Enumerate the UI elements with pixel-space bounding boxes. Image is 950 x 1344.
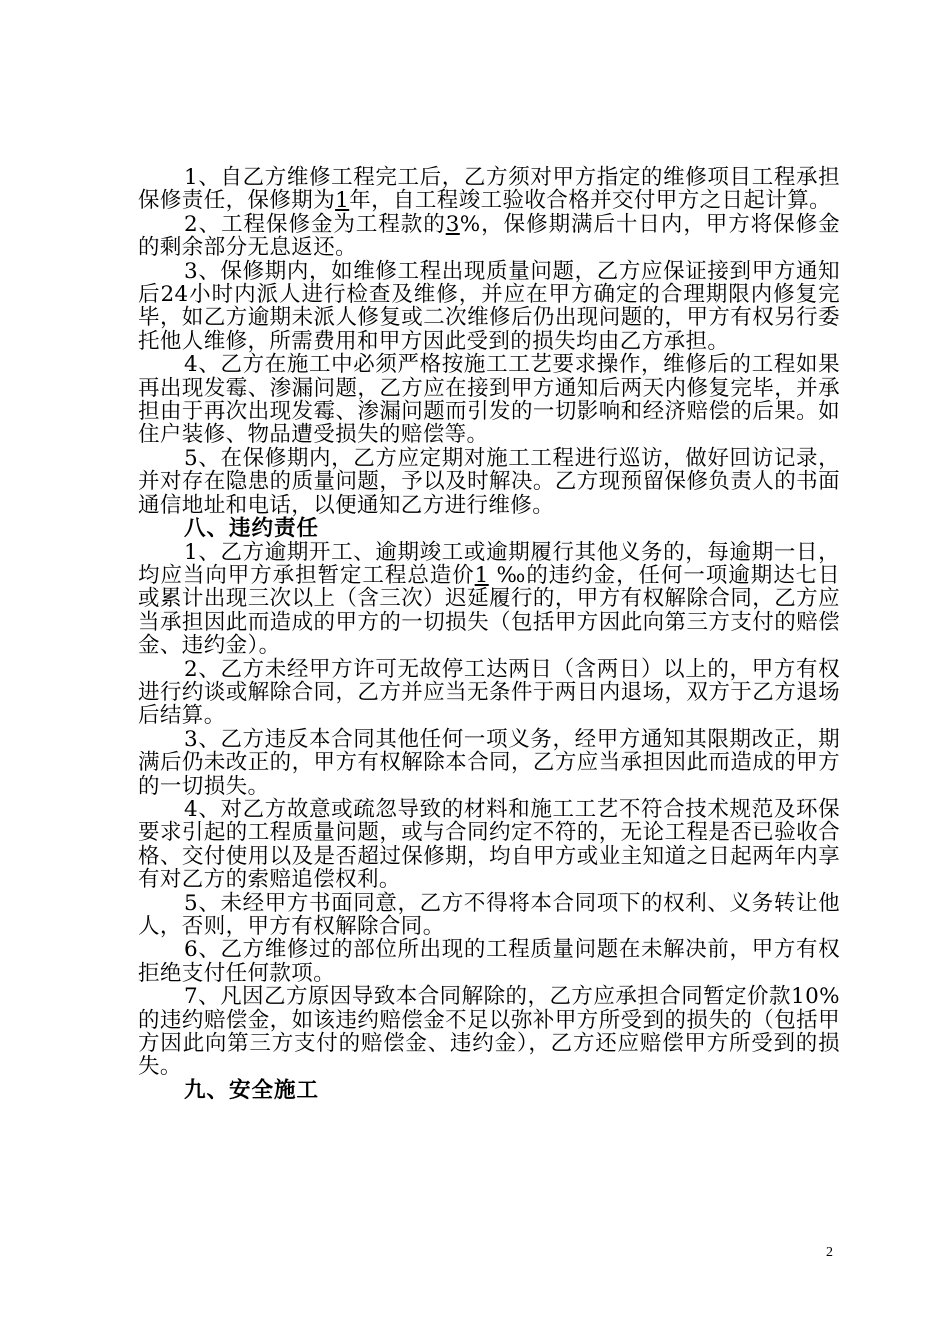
- text-run: 年，自工程竣工验收合格并交付甲方之日起计算。: [349, 188, 832, 214]
- text-run: 4、乙方在施工中必须严格按施工工艺要求操作，维修后的工程如果再出现发霉、渗漏问题，乙方应在接到甲方通知后两天内修复完毕，并承担由于再次出现发霉、渗漏问题而引发的一切影响和经济赔偿的后果。如住户装修、物品遭受损失的赔偿等。: [138, 352, 840, 448]
- text-run: 2、工程保修金为工程款的: [184, 211, 446, 237]
- clause-paragraph: [138, 260, 840, 354]
- text-run: 九、安全施工: [184, 1077, 320, 1103]
- text-run: 4、对乙方故意或疏忽导致的材料和施工工艺不符合技术规范及环保要求引起的工程质量问题，或与合同约定不符的，无论工程是否已验收合格、交付使用以及是否超过保修期，均自甲方或业主知道之日起两年内享有对乙方的索赔追偿权利。: [138, 796, 840, 893]
- text-run: 3、乙方违反本合同其他任何一项义务，经甲方通知其限期改正，期满后仍未改正的，甲方有权解除本合同，乙方应当承担因此而造成的甲方的一切损失。: [138, 726, 840, 799]
- underlined-value: 3: [445, 211, 460, 237]
- clause-paragraph: [138, 166, 840, 213]
- text-run: 7、凡因乙方原因导致本合同解除的，乙方应承担合同暂定价款10%的违约赔偿金，如该违约赔偿金不足以弥补甲方所受到的损失的（包括甲方因此向第三方支付的赔偿金、违约金），乙方还应赔偿甲方所受到的损失。: [138, 984, 840, 1080]
- clause-paragraph: [138, 798, 840, 892]
- underlined-value: 1: [474, 562, 489, 588]
- clause-paragraph: [138, 213, 840, 260]
- clause-paragraph: [138, 447, 840, 517]
- text-run: 5、未经甲方书面同意，乙方不得将本合同项下的权利、义务转让他人，否则，甲方有权解除合同。: [138, 890, 840, 939]
- clause-paragraph: [138, 541, 840, 658]
- clause-paragraph: [138, 353, 840, 447]
- page-number: 2: [826, 1245, 833, 1260]
- clause-paragraph: [138, 658, 840, 728]
- clause-paragraph: [138, 938, 840, 985]
- section-heading: [138, 517, 840, 540]
- clause-paragraph: [138, 728, 840, 798]
- text-run: 1、自乙方维修工程完工后，乙方须对甲方指定的维修项目工程承担保修责任，保修期为: [138, 165, 840, 214]
- section-heading: [138, 1079, 840, 1102]
- document-body: [138, 166, 840, 1102]
- text-run: 5、在保修期内，乙方应定期对施工工程进行巡访，做好回访记录，并对存在隐患的质量问题，予以及时解决。乙方现预留保修负责人的书面通信地址和电话，以便通知乙方进行维修。: [138, 445, 840, 518]
- clause-paragraph: [138, 985, 840, 1079]
- text-run: ‰的违约金，任何一项逾期达七日或累计出现三次以上（含三次）迟延履行的，甲方有权解除合同，乙方应当承担因此而造成的甲方的一切损失（包括甲方因此向第三方支付的赔偿金、违约金）。: [138, 562, 840, 659]
- text-run: %，保修期满后十日内，甲方将保修金的剩余部分无息返还。: [138, 211, 840, 261]
- text-run: 3、保修期内，如维修工程出现质量问题，乙方应保证接到甲方通知后24小时内派人进行检查及维修，并应在甲方确定的合理期限内修复完毕，如乙方逾期未派人修复或二次维修后仍出现问题的，甲方有权另行委托他人维修，所需费用和甲方因此受到的损失均由乙方承担。: [138, 258, 840, 354]
- underlined-value: 1: [335, 188, 350, 214]
- text-run: 1、乙方逾期开工、逾期竣工或逾期履行其他义务的，每逾期一日，均应当向甲方承担暂定工程总造价: [138, 539, 840, 588]
- clause-paragraph: [138, 892, 840, 939]
- text-run: 八、违约责任: [184, 516, 320, 542]
- text-run: 2、乙方未经甲方许可无故停工达两日（含两日）以上的，甲方有权进行约谈或解除合同，乙方并应当无条件于两日内退场，双方于乙方退场后结算。: [138, 656, 840, 729]
- text-run: 6、乙方维修过的部位所出现的工程质量问题在未解决前，甲方有权拒绝支付任何款项。: [138, 937, 840, 986]
